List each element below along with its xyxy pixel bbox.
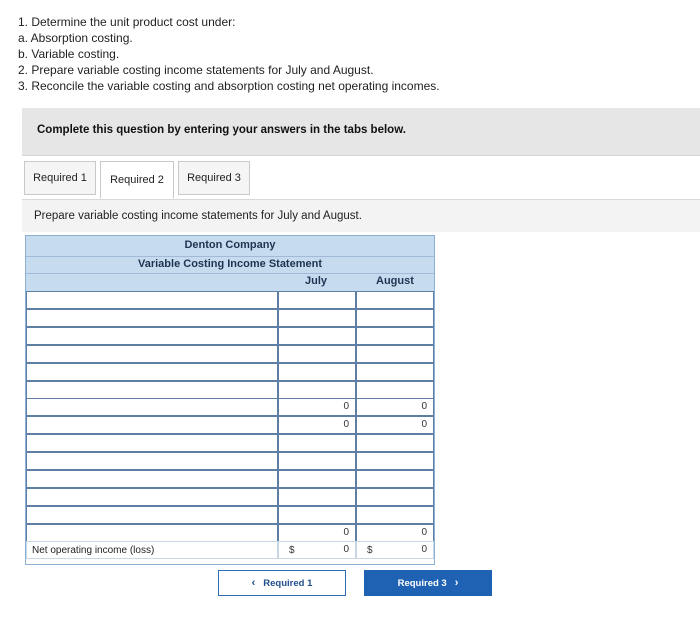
row-label-input[interactable] <box>26 506 278 524</box>
august-input[interactable] <box>356 309 434 327</box>
august-value: 0 <box>421 401 427 413</box>
dollar-sign: $ <box>289 545 295 556</box>
august-value: 0 <box>421 526 427 538</box>
prev-button-label: Required 1 <box>263 577 313 589</box>
row-label-input[interactable] <box>26 524 278 542</box>
table-row <box>26 398 434 416</box>
august-input[interactable] <box>356 416 434 434</box>
july-input[interactable] <box>278 398 356 416</box>
table-row <box>26 381 434 399</box>
july-value: 0 <box>343 401 349 413</box>
july-input[interactable] <box>278 345 356 363</box>
row-label-input[interactable] <box>26 363 278 381</box>
august-total-cell[interactable] <box>356 541 434 559</box>
july-input[interactable] <box>278 488 356 506</box>
instructions <box>18 14 440 94</box>
august-value: 0 <box>421 419 427 431</box>
july-input[interactable] <box>278 381 356 399</box>
july-input[interactable] <box>278 327 356 345</box>
row-label-input[interactable] <box>26 291 278 309</box>
net-operating-income-label: Net operating income (loss) <box>32 545 155 556</box>
july-input[interactable] <box>278 524 356 542</box>
august-input[interactable] <box>356 363 434 381</box>
table-row <box>26 434 434 452</box>
table-row <box>26 291 434 309</box>
august-input[interactable] <box>356 398 434 416</box>
row-label-input[interactable] <box>26 327 278 345</box>
july-value: 0 <box>343 526 349 538</box>
july-input[interactable] <box>278 309 356 327</box>
july-input[interactable] <box>278 452 356 470</box>
instruction-line: a. Absorption costing. <box>18 31 133 45</box>
august-value: 0 <box>421 544 427 555</box>
instruction-line: b. Variable costing. <box>18 47 120 61</box>
instruction-line: 1. Determine the unit product cost under: <box>18 15 236 29</box>
august-input[interactable] <box>356 434 434 452</box>
net-operating-income-row <box>26 541 434 559</box>
column-header-august: August <box>376 275 414 287</box>
banner-text: Complete this question by entering your answers in the tabs below. <box>37 124 406 136</box>
july-input[interactable] <box>278 416 356 434</box>
company-name: Denton Company <box>184 239 276 251</box>
july-input[interactable] <box>278 434 356 452</box>
july-value: 0 <box>343 544 349 555</box>
divider <box>26 256 434 257</box>
row-label-input[interactable] <box>26 470 278 488</box>
july-input[interactable] <box>278 506 356 524</box>
row-label-input[interactable] <box>26 398 278 416</box>
next-button-label: Required 3 <box>397 577 447 589</box>
july-value: 0 <box>343 419 349 431</box>
august-input[interactable] <box>356 327 434 345</box>
august-input[interactable] <box>356 470 434 488</box>
table-row <box>26 416 434 434</box>
august-input[interactable] <box>356 506 434 524</box>
divider <box>26 273 434 274</box>
table-row <box>26 488 434 506</box>
instructions-banner <box>22 108 700 156</box>
dollar-sign: $ <box>367 545 373 556</box>
august-input[interactable] <box>356 524 434 542</box>
july-input[interactable] <box>278 363 356 381</box>
chevron-left-icon: ‹ <box>251 577 256 589</box>
row-label <box>26 541 278 559</box>
chevron-right-icon: › <box>454 577 459 589</box>
table-row <box>26 363 434 381</box>
instruction-line: 2. Prepare variable costing income statements for July and August. <box>18 63 374 77</box>
august-input[interactable] <box>356 345 434 363</box>
tab-bar <box>22 156 700 202</box>
table-row <box>26 470 434 488</box>
row-label-input[interactable] <box>26 488 278 506</box>
column-header-july: July <box>305 275 328 287</box>
table-row <box>26 524 434 542</box>
question-prompt: Prepare variable costing income statements for July and August. <box>34 210 362 222</box>
instruction-line: 3. Reconcile the variable costing and absorption costing net operating incomes. <box>18 79 440 93</box>
tab-required-1[interactable]: Required 1 <box>24 161 96 195</box>
tab-required-2[interactable]: Required 2 <box>100 161 174 199</box>
table-row <box>26 327 434 345</box>
row-label-input[interactable] <box>26 452 278 470</box>
row-label-input[interactable] <box>26 434 278 452</box>
august-input[interactable] <box>356 488 434 506</box>
row-label-input[interactable] <box>26 416 278 434</box>
july-input[interactable] <box>278 470 356 488</box>
table-row <box>26 309 434 327</box>
july-input[interactable] <box>278 291 356 309</box>
august-input[interactable] <box>356 452 434 470</box>
statement-title: Variable Costing Income Statement <box>138 258 322 270</box>
table-row <box>26 506 434 524</box>
row-label-input[interactable] <box>26 309 278 327</box>
table-row <box>26 452 434 470</box>
july-total-cell[interactable] <box>278 541 356 559</box>
august-input[interactable] <box>356 381 434 399</box>
august-input[interactable] <box>356 291 434 309</box>
tab-required-3[interactable]: Required 3 <box>178 161 250 195</box>
previous-required-button[interactable] <box>218 570 346 596</box>
next-required-button[interactable] <box>364 570 492 596</box>
income-statement-table <box>25 235 435 565</box>
row-label-input[interactable] <box>26 381 278 399</box>
statement-header <box>26 236 434 291</box>
table-row <box>26 345 434 363</box>
tab-content-header <box>22 199 700 232</box>
row-label-input[interactable] <box>26 345 278 363</box>
